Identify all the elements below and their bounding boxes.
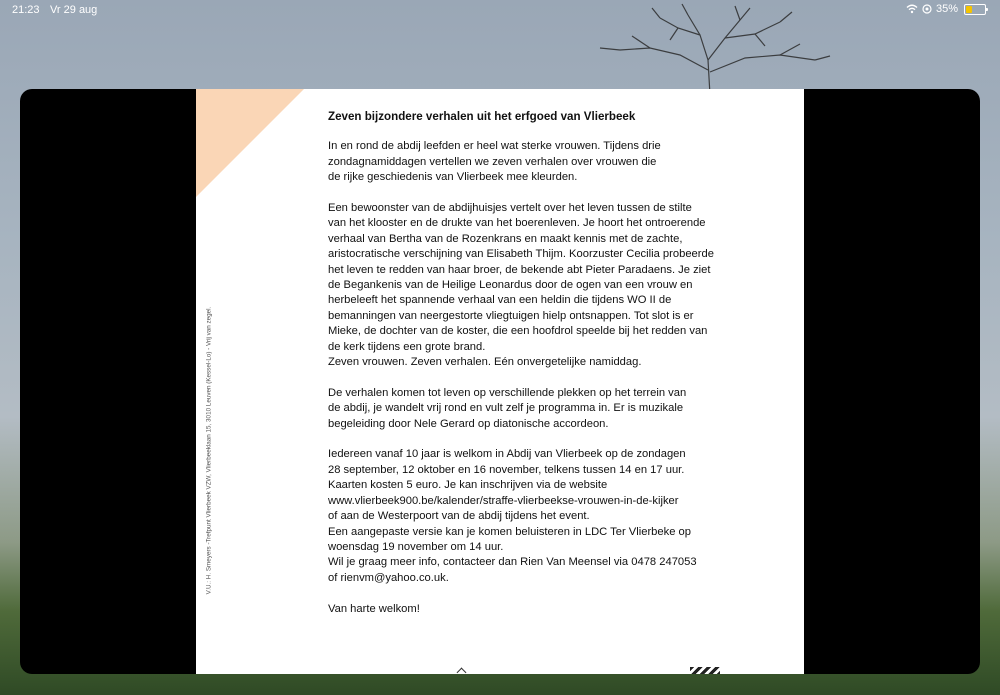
text-line: zondagnamiddagen vertellen we zeven verhalen over vrouwen die	[328, 155, 657, 168]
text-line: begeleiding door Nele Gerard op diatonische accordeon.	[328, 417, 609, 430]
paragraph	[328, 602, 768, 617]
text-line: 28 september, 12 oktober en 16 november, telkens tussen 14 en 17 uur.	[328, 463, 685, 476]
text-line: de abdij, je wandelt vrij rond en vult zelf je programma in. Er is muzikale	[328, 402, 684, 415]
text-line: of rienvm@yahoo.co.uk.	[328, 571, 449, 584]
text-line: Een bewoonster van de abdijhuisjes vertelt over het leven tussen de stilte	[328, 202, 692, 215]
document-page	[196, 89, 804, 674]
chevron-up-icon	[457, 668, 467, 674]
text-line: de Begankenis van de Heilige Leonardus door de ogen van een vrouw en	[328, 279, 693, 292]
text-line: www.vlierbeek900.be/kalender/straffe-vlierbeekse-vrouwen-in-de-kijker	[328, 494, 679, 507]
text-line: of aan de Westerpoort van de abdij tijdens het event.	[328, 510, 590, 523]
text-line: Wil je graag meer info, contacteer dan Rien Van Meensel via 0478 247053	[328, 556, 697, 569]
text-line: Een aangepaste versie kan je komen beluisteren in LDC Ter Vlierbeke op	[328, 525, 691, 538]
document-title: Zeven bijzondere verhalen uit het erfgoed van Vlierbeek	[328, 110, 636, 123]
paragraph	[328, 139, 768, 185]
battery-icon	[964, 4, 986, 15]
text-line: bemanningen van neergestorte vliegtuigen hielp ontsnappen. Tot slot is er	[328, 309, 694, 322]
document-viewer[interactable]	[20, 89, 980, 674]
text-line: van het klooster en de drukte van het boerenleven. Je hoort het ontroerende	[328, 217, 706, 230]
text-line: woensdag 19 november om 14 uur.	[328, 540, 504, 553]
battery-level	[966, 6, 972, 13]
text-line: Kaarten kosten 5 euro. Je kan inschrijven via de website	[328, 479, 608, 492]
battery-percentage: 35%	[935, 3, 958, 15]
text-line: Zeven vrouwen. Zeven verhalen. Eén onvergetelijke namiddag.	[328, 356, 642, 369]
text-line: de kerk tijdens een grote brand.	[328, 340, 486, 353]
paragraph	[328, 386, 768, 432]
decorative-stripes	[690, 667, 720, 674]
document-content	[328, 109, 768, 632]
text-line: Van harte welkom!	[328, 602, 420, 615]
document-body	[328, 139, 768, 617]
wifi-icon	[906, 4, 918, 14]
status-indicators	[906, 3, 986, 15]
text-line: De verhalen komen tot leven op verschillende plekken op het terrein van	[328, 386, 687, 399]
text-line: aristocratische verschijning van Elisabeth Thijm. Koorzuster Cecilia probeerde	[328, 248, 714, 261]
paragraph	[328, 201, 768, 370]
location-icon	[922, 4, 932, 14]
status-bar	[0, 0, 1000, 20]
status-date: Vr 29 aug	[50, 4, 98, 16]
text-line: Mieke, de dochter van de koster, die een hoofdrol speelde bij het redden van	[328, 325, 708, 338]
text-line: In en rond de abdij leefden er heel wat sterke vrouwen. Tijdens drie	[328, 140, 661, 153]
text-line: verhaal van Bertha van de Rozenkrans en maakt kennis met de zachte,	[328, 232, 683, 245]
text-line: de rijke geschiedenis van Vlierbeek mee kleurden.	[328, 171, 578, 184]
corner-accent	[196, 89, 304, 197]
text-line: het leven te redden van haar broer, de bekende abt Pieter Paradaens. Je ziet	[328, 263, 711, 276]
publisher-credit: V.U.: H. Smeyers -Trefpunt Vlierbeek VZW, Vlierbeeklaan 15, 3010 Leuven (Kessel-Lo) - Vrij van zegel.	[205, 306, 213, 595]
text-line: herbeleeft het spannende verhaal van een heldin die tijdens WO II de	[328, 294, 672, 307]
text-line: Iedereen vanaf 10 jaar is welkom in Abdij van Vlierbeek op de zondagen	[328, 448, 686, 461]
paragraph	[328, 447, 768, 586]
status-time: 21:23	[12, 4, 40, 16]
